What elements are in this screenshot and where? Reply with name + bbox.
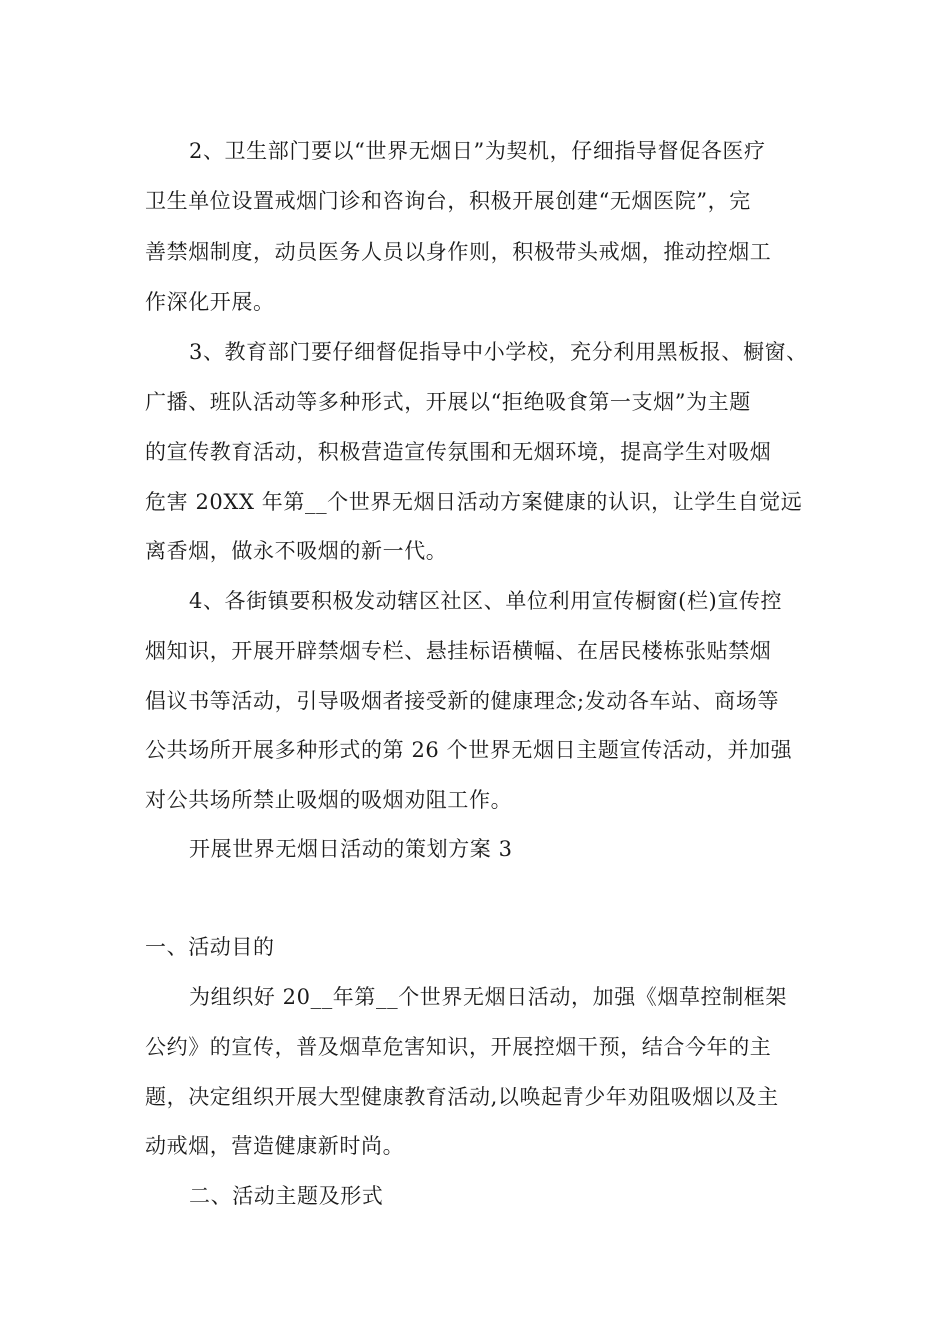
paragraph-3-line-1: 3、教育部门要仔细督促指导中小学校，充分利用黑板报、橱窗、 xyxy=(189,340,808,364)
purpose-line-2: 公约》的宣传，普及烟草危害知识，开展控烟干预，结合今年的主 xyxy=(145,1035,772,1059)
heading-activity-purpose: 一、活动目的 xyxy=(145,935,275,959)
paragraph-3-line-5: 离香烟，做永不吸烟的新一代。 xyxy=(145,539,448,563)
section-title: 开展世界无烟日活动的策划方案 3 xyxy=(189,837,513,861)
paragraph-3-line-3: 的宣传教育活动，积极营造宣传氛围和无烟环境，提高学生对吸烟 xyxy=(145,440,772,464)
paragraph-4-line-3: 倡议书等活动，引导吸烟者接受新的健康理念;发动各车站、商场等 xyxy=(145,689,780,713)
purpose-line-3: 题，决定组织开展大型健康教育活动,以唤起青少年劝阻吸烟以及主 xyxy=(145,1085,779,1109)
heading-theme-and-form: 二、活动主题及形式 xyxy=(189,1184,384,1208)
paragraph-2-line-3: 善禁烟制度，动员医务人员以身作则，积极带头戒烟，推动控烟工 xyxy=(145,240,772,264)
purpose-line-1: 为组织好 20__年第__个世界无烟日活动，加强《烟草控制框架 xyxy=(189,985,787,1009)
paragraph-2-line-2: 卫生单位设置戒烟门诊和咨询台，积极开展创建“无烟医院”，完 xyxy=(145,189,751,213)
paragraph-2-line-1: 2、卫生部门要以“世界无烟日”为契机，仔细指导督促各医疗 xyxy=(189,139,766,163)
paragraph-4-line-5: 对公共场所禁止吸烟的吸烟劝阻工作。 xyxy=(145,788,513,812)
paragraph-4-line-4: 公共场所开展多种形式的第 26 个世界无烟日主题宣传活动，并加强 xyxy=(145,738,793,762)
paragraph-2-line-4: 作深化开展。 xyxy=(145,290,275,314)
paragraph-4-line-1: 4、各街镇要积极发动辖区社区、单位利用宣传橱窗(栏)宣传控 xyxy=(189,589,783,613)
purpose-line-4: 动戒烟，营造健康新时尚。 xyxy=(145,1134,405,1158)
paragraph-4-line-2: 烟知识，开展开辟禁烟专栏、悬挂标语横幅、在居民楼栋张贴禁烟 xyxy=(145,639,772,663)
paragraph-3-line-4: 危害 20XX 年第__个世界无烟日活动方案健康的认识，让学生自觉远 xyxy=(145,490,803,514)
paragraph-3-line-2: 广播、班队活动等多种形式，开展以“拒绝吸食第一支烟”为主题 xyxy=(145,390,751,414)
